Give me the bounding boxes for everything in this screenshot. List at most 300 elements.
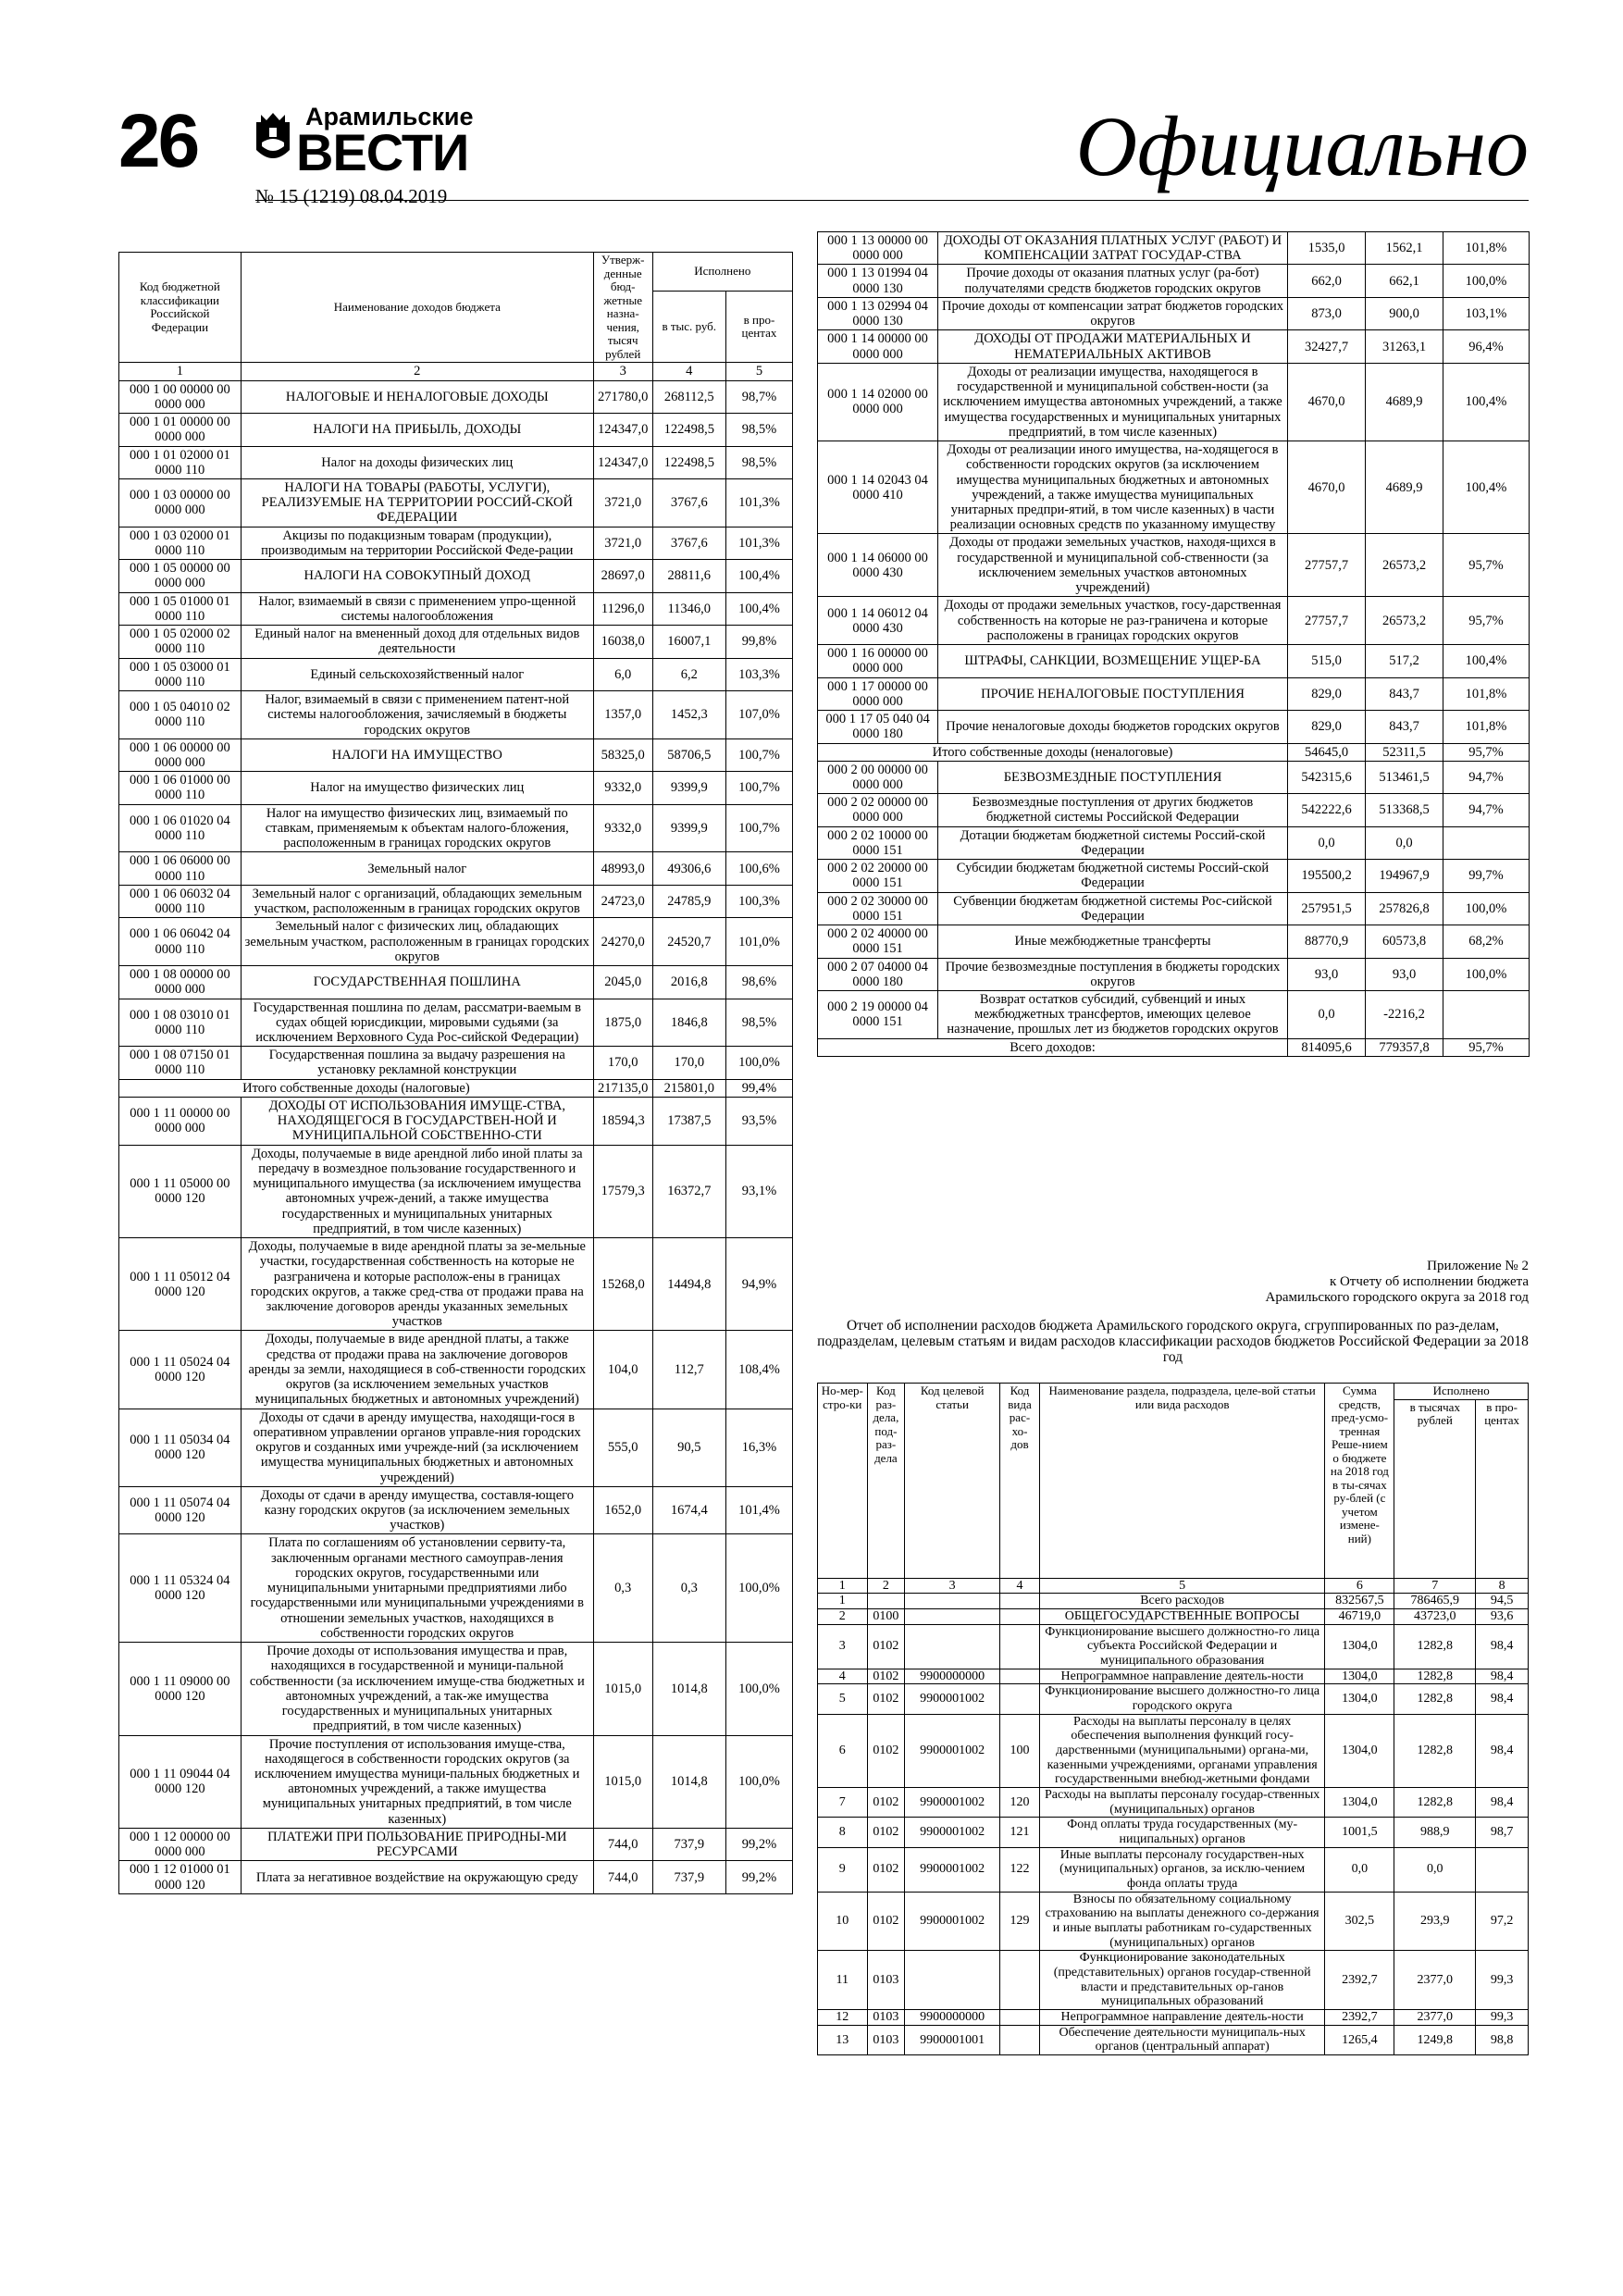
col-number: 5 xyxy=(725,363,792,380)
row-code: 000 1 13 01994 04 0000 130 xyxy=(818,265,938,297)
row-percent: 100,7% xyxy=(725,738,792,771)
row-name: НАЛОГИ НА ТОВАРЫ (РАБОТЫ, УСЛУГИ), РЕАЛИЗУЕМЫЕ НА ТЕРРИТОРИИ РОССИЙ-СКОЙ ФЕДЕРАЦИИ xyxy=(241,479,593,527)
row-name: Земельный налог с физических лиц, обладающих земельным участком, расположенным в границах городских округов xyxy=(241,918,593,966)
col-header-thousand: в тысячах рублей xyxy=(1394,1399,1476,1578)
row-approved: 1015,0 xyxy=(593,1735,652,1828)
row-code: 000 1 08 07150 01 0000 110 xyxy=(119,1047,242,1079)
row-planned-sum: 2392,7 xyxy=(1325,1951,1394,2010)
row-percent: 100,3% xyxy=(725,885,792,917)
row-approved: 515,0 xyxy=(1288,645,1366,677)
table-row xyxy=(818,1608,1529,1624)
row-name: Непрограммное направление деятель-ности xyxy=(1039,2010,1324,2026)
annex-note xyxy=(1036,1259,1529,1306)
row-code: 000 2 02 40000 00 0000 151 xyxy=(818,925,938,958)
row-target-code: 9900000000 xyxy=(905,1669,1000,1684)
row-percent: 107,0% xyxy=(725,691,792,739)
table-row xyxy=(119,738,793,771)
row-executed: 988,9 xyxy=(1394,1818,1476,1847)
row-percent: 99,8% xyxy=(725,626,792,658)
row-percent: 93,6 xyxy=(1476,1608,1529,1624)
row-approved: 0,3 xyxy=(593,1534,652,1643)
row-executed: 268112,5 xyxy=(652,380,725,413)
row-percent: 99,2% xyxy=(725,1861,792,1893)
row-executed: 16372,7 xyxy=(652,1145,725,1237)
row-section-code: 0102 xyxy=(867,1714,905,1787)
row-executed: 900,0 xyxy=(1366,297,1443,329)
row-number: 7 xyxy=(818,1787,868,1817)
row-executed: 93,0 xyxy=(1366,958,1443,990)
row-name: Доходы от продажи земельных участков, госу-дарственная собственность на которые не раз-граничена и которые расположены в границах городских округов xyxy=(938,597,1288,645)
table-row xyxy=(818,1684,1529,1714)
row-percent: 98,4 xyxy=(1476,1684,1529,1714)
row-executed: 122498,5 xyxy=(652,446,725,478)
row-percent: 16,3% xyxy=(725,1409,792,1486)
row-code: 000 1 14 06000 00 0000 430 xyxy=(818,534,938,597)
col-number: 1 xyxy=(818,1578,868,1594)
table-row xyxy=(818,677,1530,710)
row-name: Налог на имущество физических лиц xyxy=(241,772,593,804)
row-executed: 2016,8 xyxy=(652,966,725,999)
row-percent: 100,0% xyxy=(725,1643,792,1735)
row-percent: 98,7 xyxy=(1476,1818,1529,1847)
row-code: 000 1 14 00000 00 0000 000 xyxy=(818,330,938,363)
row-number: 10 xyxy=(818,1892,868,1951)
row-percent: 101,4% xyxy=(725,1486,792,1534)
row-name: Расходы на выплаты персоналу в целях обеспечения выполнения функций госу-дарственными (муниципальными) органа-ми, казенными учреждениями, органами управления государственными внебюд-жетными фондами xyxy=(1039,1714,1324,1787)
page-number: 26 xyxy=(118,99,198,183)
table-row xyxy=(818,794,1530,826)
total-row xyxy=(119,1079,793,1097)
row-percent: 98,7% xyxy=(725,380,792,413)
col-header-name: Наименование доходов бюджета xyxy=(241,253,593,363)
row-executed: 52311,5 xyxy=(1366,743,1443,761)
row-percent xyxy=(1476,1847,1529,1892)
row-executed: 1282,8 xyxy=(1394,1714,1476,1787)
row-approved: 48993,0 xyxy=(593,852,652,885)
row-name: Доходы от реализации иного имущества, на-ходящегося в собственности городских округов (за исключением имущества муниципальных бюджетных и автономных учреждений, а также имущества муниципальных унитарных предпри-ятий, в том числе казенных) в части реализации основных средств по указанному имуществу xyxy=(938,441,1288,534)
table-row xyxy=(818,1594,1529,1609)
row-approved: 58325,0 xyxy=(593,738,652,771)
row-planned-sum: 0,0 xyxy=(1325,1847,1394,1892)
row-approved: 16038,0 xyxy=(593,626,652,658)
row-name: ПЛАТЕЖИ ПРИ ПОЛЬЗОВАНИЕ ПРИРОДНЫ-МИ РЕСУРСАМИ xyxy=(241,1828,593,1860)
row-percent: 100,0% xyxy=(725,1047,792,1079)
row-code: 000 1 03 02000 01 0000 110 xyxy=(119,527,242,559)
row-code: 000 1 05 03000 01 0000 110 xyxy=(119,658,242,690)
row-percent: 93,1% xyxy=(725,1145,792,1237)
row-code: 000 1 16 00000 00 0000 000 xyxy=(818,645,938,677)
table-row xyxy=(818,761,1530,793)
row-code: 000 1 06 01000 00 0000 110 xyxy=(119,772,242,804)
row-code: 000 1 08 03010 01 0000 110 xyxy=(119,999,242,1047)
row-name: Налог на имущество физических лиц, взимаемый по ставкам, применяемым к объектам налого-бложения, расположенным в границах городских округов xyxy=(241,804,593,852)
row-percent: 98,4 xyxy=(1476,1787,1529,1817)
row-planned-sum: 1304,0 xyxy=(1325,1624,1394,1669)
row-code: 000 1 06 01020 04 0000 110 xyxy=(119,804,242,852)
row-executed: 737,9 xyxy=(652,1861,725,1893)
row-percent: 68,2% xyxy=(1443,925,1530,958)
row-percent: 96,4% xyxy=(1443,330,1530,363)
row-name: Доходы от сдачи в аренду имущества, находящи-гося в оперативном управлении органов управле-ния городских округов и созданных ими учрежде-ний (за исключением имущества муниципальных бюджетных и автономных учреждений) xyxy=(241,1409,593,1486)
row-name: Прочие неналоговые доходы бюджетов городских округов xyxy=(938,711,1288,743)
row-name: Всего расходов xyxy=(1039,1594,1324,1609)
row-percent: 100,7% xyxy=(725,772,792,804)
row-type-code xyxy=(1000,1594,1040,1609)
row-executed: 17387,5 xyxy=(652,1097,725,1145)
row-name: Акцизы по подакцизным товарам (продукции), производимым на территории Российской Феде-рации xyxy=(241,527,593,559)
row-percent: 101,3% xyxy=(725,527,792,559)
row-code: 000 2 02 00000 00 0000 000 xyxy=(818,794,938,826)
row-executed: 0,0 xyxy=(1366,826,1443,859)
row-executed: 4689,9 xyxy=(1366,363,1443,441)
row-executed: 1282,8 xyxy=(1394,1669,1476,1684)
table-row xyxy=(818,1714,1529,1787)
row-code: 000 1 11 05074 04 0000 120 xyxy=(119,1486,242,1534)
row-name: Фонд оплаты труда государственных (му-ниципальных) органов xyxy=(1039,1818,1324,1847)
row-percent: 100,4% xyxy=(725,592,792,625)
row-name: Функционирование законодательных (представительных) органов государ-ственной власти и представительных ор-ганов муниципальных образований xyxy=(1039,1951,1324,2010)
row-name: Доходы от сдачи в аренду имущества, составля-ющего казну городских округов (за исключением земельных участков) xyxy=(241,1486,593,1534)
row-approved: 814095,6 xyxy=(1288,1038,1366,1056)
row-percent: 100,4% xyxy=(1443,363,1530,441)
row-type-code xyxy=(1000,1951,1040,2010)
row-executed: 257826,8 xyxy=(1366,892,1443,925)
row-approved: 9332,0 xyxy=(593,772,652,804)
row-name: ПРОЧИЕ НЕНАЛОГОВЫЕ ПОСТУПЛЕНИЯ xyxy=(938,677,1288,710)
row-number: 11 xyxy=(818,1951,868,2010)
col-header-approved: Утверж-денные бюд-жетные назна-чения, тысяч рублей xyxy=(593,253,652,363)
row-name: Налог на доходы физических лиц xyxy=(241,446,593,478)
col-header-executed: Исполнено xyxy=(1394,1384,1529,1400)
row-code: 000 1 11 09044 04 0000 120 xyxy=(119,1735,242,1828)
row-target-code: 9900001002 xyxy=(905,1818,1000,1847)
row-type-code: 100 xyxy=(1000,1714,1040,1787)
annex-line-3: Арамильского городского округа за 2018 год xyxy=(1265,1290,1529,1305)
row-executed: 14494,8 xyxy=(652,1238,725,1331)
col-number: 4 xyxy=(1000,1578,1040,1594)
coat-of-arms-icon xyxy=(254,109,292,168)
row-approved: 4670,0 xyxy=(1288,363,1366,441)
row-name: Субсидии бюджетам бюджетной системы Россий-ской Федерации xyxy=(938,860,1288,892)
row-code: 000 1 06 06032 04 0000 110 xyxy=(119,885,242,917)
table-row xyxy=(818,1624,1529,1669)
table-row xyxy=(119,414,793,446)
table-row xyxy=(818,330,1530,363)
table-header-row xyxy=(818,1384,1529,1400)
row-name: Доходы, получаемые в виде арендной платы, а также средства от продажи права на заключение договоров аренды за земли, находящиеся в соб-ственности городских округов (за исключением земельных участков муниципальных бюджетных и автономных учреждений) xyxy=(241,1331,593,1409)
row-executed: 24785,9 xyxy=(652,885,725,917)
row-name: Взносы по обязательному социальному страхованию на выплаты денежного со-держания и иные выплаты работникам го-сударственных (муниципальных) органов xyxy=(1039,1892,1324,1951)
row-approved: 6,0 xyxy=(593,658,652,690)
row-name: НАЛОГОВЫЕ И НЕНАЛОГОВЫЕ ДОХОДЫ xyxy=(241,380,593,413)
row-approved: 24723,0 xyxy=(593,885,652,917)
row-code: 000 1 11 09000 00 0000 120 xyxy=(119,1643,242,1735)
annex-line-1: Приложение № 2 xyxy=(1427,1259,1529,1273)
row-code: 000 1 14 06012 04 0000 430 xyxy=(818,597,938,645)
row-section-code: 0102 xyxy=(867,1818,905,1847)
row-name: Непрограммное направление деятель-ности xyxy=(1039,1669,1324,1684)
row-approved: 1357,0 xyxy=(593,691,652,739)
row-percent: 101,8% xyxy=(1443,677,1530,710)
income-table-right-body xyxy=(818,232,1530,1057)
row-executed: 215801,0 xyxy=(652,1079,725,1097)
row-approved: 124347,0 xyxy=(593,414,652,446)
row-approved: 32427,7 xyxy=(1288,330,1366,363)
row-section-code: 0103 xyxy=(867,2010,905,2026)
row-approved: 88770,9 xyxy=(1288,925,1366,958)
table-row xyxy=(119,592,793,625)
row-percent: 98,4 xyxy=(1476,1624,1529,1669)
row-number: 1 xyxy=(818,1594,868,1609)
table-row xyxy=(119,1097,793,1145)
income-table-right xyxy=(817,231,1530,1057)
row-approved: 17579,3 xyxy=(593,1145,652,1237)
row-target-code: 9900000000 xyxy=(905,2010,1000,2026)
row-name: Дотации бюджетам бюджетной системы Россий-ской Федерации xyxy=(938,826,1288,859)
row-target-code: 9900001001 xyxy=(905,2025,1000,2054)
row-code: 000 1 11 05000 00 0000 120 xyxy=(119,1145,242,1237)
row-code: 000 1 11 05034 04 0000 120 xyxy=(119,1409,242,1486)
row-total-label: Итого собственные доходы (налоговые) xyxy=(119,1079,594,1097)
row-name: Безвозмездные поступления от других бюджетов бюджетной системы Российской Федерации xyxy=(938,794,1288,826)
row-name: Прочие безвозмездные поступления в бюджеты городских округов xyxy=(938,958,1288,990)
row-number: 2 xyxy=(818,1608,868,1624)
row-number: 9 xyxy=(818,1847,868,1892)
row-code: 000 2 00 00000 00 0000 000 xyxy=(818,761,938,793)
table-row xyxy=(818,826,1530,859)
row-name: НАЛОГИ НА СОВОКУПНЫЙ ДОХОД xyxy=(241,560,593,592)
total-row xyxy=(818,1038,1530,1056)
row-executed: 26573,2 xyxy=(1366,597,1443,645)
row-section-code: 0102 xyxy=(867,1787,905,1817)
row-name: ДОХОДЫ ОТ ОКАЗАНИЯ ПЛАТНЫХ УСЛУГ (РАБОТ) И КОМПЕНСАЦИИ ЗАТРАТ ГОСУДАР-СТВА xyxy=(938,232,1288,265)
row-name: Функционирование высшего должностно-го лица городского округа xyxy=(1039,1684,1324,1714)
row-approved: 271780,0 xyxy=(593,380,652,413)
row-executed: 1249,8 xyxy=(1394,2025,1476,2054)
col-header-executed: Исполнено xyxy=(652,253,792,292)
row-code: 000 1 05 04010 02 0000 110 xyxy=(119,691,242,739)
row-type-code xyxy=(1000,2010,1040,2026)
row-name: Единый налог на вмененный доход для отдельных видов деятельности xyxy=(241,626,593,658)
table-row xyxy=(818,597,1530,645)
row-percent: 103,1% xyxy=(1443,297,1530,329)
row-code: 000 2 07 04000 04 0000 180 xyxy=(818,958,938,990)
row-target-code xyxy=(905,1608,1000,1624)
row-section-code: 0103 xyxy=(867,1951,905,2010)
table-row xyxy=(818,958,1530,990)
row-type-code xyxy=(1000,1669,1040,1684)
row-code: 000 1 13 02994 04 0000 130 xyxy=(818,297,938,329)
row-name: БЕЗВОЗМЕЗДНЫЕ ПОСТУПЛЕНИЯ xyxy=(938,761,1288,793)
row-percent: 100,4% xyxy=(1443,645,1530,677)
newspaper-logo[interactable] xyxy=(254,103,605,181)
table-row xyxy=(818,363,1530,441)
row-percent: 95,7% xyxy=(1443,597,1530,645)
row-section-code xyxy=(867,1594,905,1609)
table-row xyxy=(818,265,1530,297)
row-code: 000 1 00 00000 00 0000 000 xyxy=(119,380,242,413)
col-header-row-number: Но-мер-стро-ки xyxy=(818,1384,868,1579)
row-executed: 517,2 xyxy=(1366,645,1443,677)
header-divider xyxy=(255,200,1529,201)
row-code: 000 1 17 05 040 04 0000 180 xyxy=(818,711,938,743)
row-executed: 843,7 xyxy=(1366,677,1443,710)
row-percent: 100,0% xyxy=(725,1735,792,1828)
row-name: ОБЩЕГОСУДАРСТВЕННЫЕ ВОПРОСЫ xyxy=(1039,1608,1324,1624)
row-name: Плата по соглашениям об установлении сервиту-та, заключенным органами местного самоуправ-ления городских округов, государственными или муниципальными унитарными предприятиями либо государственными или муниципальными учреждениями в отношении земельных участков, находящихся в собственности городских округов xyxy=(241,1534,593,1643)
logo-subtitle: Арамильские xyxy=(305,103,474,130)
row-code: 000 1 12 01000 01 0000 120 xyxy=(119,1861,242,1893)
row-approved: 257951,5 xyxy=(1288,892,1366,925)
row-executed: 1282,8 xyxy=(1394,1684,1476,1714)
row-name: Обеспечение деятельности муниципаль-ных органов (центральный аппарат) xyxy=(1039,2025,1324,2054)
row-executed: 43723,0 xyxy=(1394,1608,1476,1624)
row-approved: 829,0 xyxy=(1288,677,1366,710)
row-name: Иные выплаты персоналу государствен-ных (муниципальных) органов, за исклю-чением фонда оплаты труда xyxy=(1039,1847,1324,1892)
row-approved: 542222,6 xyxy=(1288,794,1366,826)
table-row xyxy=(818,1787,1529,1817)
row-approved: 28697,0 xyxy=(593,560,652,592)
row-code: 000 1 11 00000 00 0000 000 xyxy=(119,1097,242,1145)
row-name: Иные межбюджетные трансферты xyxy=(938,925,1288,958)
row-name: Расходы на выплаты персоналу государ-ственных (муниципальных) органов xyxy=(1039,1787,1324,1817)
row-executed: 6,2 xyxy=(652,658,725,690)
row-approved: 1535,0 xyxy=(1288,232,1366,265)
row-approved: 662,0 xyxy=(1288,265,1366,297)
col-header-code: Код бюджетной классификации Российской Федерации xyxy=(119,253,242,363)
row-executed: 2377,0 xyxy=(1394,1951,1476,2010)
page-header xyxy=(118,100,1529,209)
row-percent: 100,4% xyxy=(725,560,792,592)
row-type-code: 121 xyxy=(1000,1818,1040,1847)
row-name: ДОХОДЫ ОТ ПРОДАЖИ МАТЕРИАЛЬНЫХ И НЕМАТЕРИАЛЬНЫХ АКТИВОВ xyxy=(938,330,1288,363)
row-executed: 513368,5 xyxy=(1366,794,1443,826)
row-name: НАЛОГИ НА ИМУЩЕСТВО xyxy=(241,738,593,771)
row-code: 000 1 06 00000 00 0000 000 xyxy=(119,738,242,771)
row-approved: 4670,0 xyxy=(1288,441,1366,534)
row-name: Налог, взимаемый в связи с применением упро-щенной системы налогообложения xyxy=(241,592,593,625)
row-section-code: 0103 xyxy=(867,2025,905,2054)
table-row xyxy=(119,479,793,527)
row-executed: 2377,0 xyxy=(1394,2010,1476,2026)
row-executed: 24520,7 xyxy=(652,918,725,966)
table-row xyxy=(119,1331,793,1409)
row-executed: 170,0 xyxy=(652,1047,725,1079)
row-approved: 24270,0 xyxy=(593,918,652,966)
row-name: Прочие поступления от использования имуще-ства, находящегося в собственности городских округов (за исключением имущества муници-пальных бюджетных и автономных учреждений, а также имущества муниципальных унитарных предприятий, в том числе казенных) xyxy=(241,1735,593,1828)
row-total-label: Всего доходов: xyxy=(818,1038,1288,1056)
row-executed: 58706,5 xyxy=(652,738,725,771)
row-executed: 112,7 xyxy=(652,1331,725,1409)
row-percent: 94,7% xyxy=(1443,794,1530,826)
row-planned-sum: 1265,4 xyxy=(1325,2025,1394,2054)
col-number: 2 xyxy=(241,363,593,380)
row-code: 000 1 06 06000 00 0000 110 xyxy=(119,852,242,885)
row-percent: 100,6% xyxy=(725,852,792,885)
table-row xyxy=(119,966,793,999)
row-executed: 122498,5 xyxy=(652,414,725,446)
row-target-code: 9900001002 xyxy=(905,1787,1000,1817)
row-approved: 2045,0 xyxy=(593,966,652,999)
row-approved: 27757,7 xyxy=(1288,534,1366,597)
col-header-planned-sum: Сумма средств, пред-усмо-тренная Реше-нием о бюджете на 2018 год в ты-сячах ру-блей (с учетом измене-ний) xyxy=(1325,1384,1394,1579)
row-executed: 9399,9 xyxy=(652,772,725,804)
row-section-code: 0102 xyxy=(867,1892,905,1951)
row-target-code: 9900001002 xyxy=(905,1714,1000,1787)
table-row xyxy=(119,380,793,413)
row-type-code xyxy=(1000,1624,1040,1669)
table-row xyxy=(818,441,1530,534)
table-row xyxy=(119,772,793,804)
row-approved: 217135,0 xyxy=(593,1079,652,1097)
row-percent: 101,8% xyxy=(1443,711,1530,743)
row-percent: 98,5% xyxy=(725,446,792,478)
row-approved: 124347,0 xyxy=(593,446,652,478)
expenses-table-body xyxy=(818,1594,1529,2055)
row-executed: 1014,8 xyxy=(652,1735,725,1828)
col-header-type-code: Код вида рас-хо-дов xyxy=(1000,1384,1040,1579)
row-percent xyxy=(1443,826,1530,859)
col-number: 1 xyxy=(119,363,242,380)
col-header-target-code: Код целевой статьи xyxy=(905,1384,1000,1579)
col-header-expense-name: Наименование раздела, подраздела, целе-вой статьи или вида расходов xyxy=(1039,1384,1324,1579)
row-planned-sum: 1001,5 xyxy=(1325,1818,1394,1847)
table-row xyxy=(119,1735,793,1828)
table-row xyxy=(818,2025,1529,2054)
row-number: 6 xyxy=(818,1714,868,1787)
row-percent: 95,7% xyxy=(1443,743,1530,761)
table-row xyxy=(119,1409,793,1486)
row-name: Государственная пошлина по делам, рассматри-ваемым в судах общей юрисдикции, мировыми судьями (за исключением Верховного Суда Рос-сийской Федерации) xyxy=(241,999,593,1047)
row-name: Функционирование высшего должностно-го лица субъекта Российской Федерации и муниципального образования xyxy=(1039,1624,1324,1669)
row-type-code xyxy=(1000,2025,1040,2054)
row-approved: 0,0 xyxy=(1288,826,1366,859)
col-number: 6 xyxy=(1325,1578,1394,1594)
table-row xyxy=(119,626,793,658)
row-code: 000 1 05 01000 01 0000 110 xyxy=(119,592,242,625)
row-percent: 100,0% xyxy=(1443,265,1530,297)
row-name: Прочие доходы от компенсации затрат бюджетов городских округов xyxy=(938,297,1288,329)
row-executed: 1282,8 xyxy=(1394,1787,1476,1817)
table-row xyxy=(818,1892,1529,1951)
row-target-code: 9900001002 xyxy=(905,1892,1000,1951)
table-row xyxy=(119,885,793,917)
table-row xyxy=(818,925,1530,958)
table-row xyxy=(818,860,1530,892)
row-name: Субвенции бюджетам бюджетной системы Рос-сийской Федерации xyxy=(938,892,1288,925)
row-code: 000 1 06 06042 04 0000 110 xyxy=(119,918,242,966)
table-row xyxy=(119,560,793,592)
table-row xyxy=(818,645,1530,677)
row-target-code: 9900001002 xyxy=(905,1684,1000,1714)
row-name: Прочие доходы от оказания платных услуг (ра-бот) получателями средств бюджетов городских округов xyxy=(938,265,1288,297)
table-header-row xyxy=(119,253,793,292)
row-name: Доходы от реализации имущества, находящегося в государственной и муниципальной собствен-ности (за исключением имущества автономных учреждений, а также имущества государственных и муниципальных унитарных предприятий, в том числе казенных) xyxy=(938,363,1288,441)
row-planned-sum: 1304,0 xyxy=(1325,1714,1394,1787)
table-row xyxy=(119,1534,793,1643)
row-code: 000 1 13 00000 00 0000 000 xyxy=(818,232,938,265)
row-name: Прочие доходы от использования имущества и прав, находящихся в государственной и муници-пальной собственности (за исключением имуще-ства бюджетных и автономных учреждений, а так-же имущества государственных и муниципальных унитарных предприятий, в том числе казенных) xyxy=(241,1643,593,1735)
row-percent: 101,0% xyxy=(725,918,792,966)
row-executed: 1452,3 xyxy=(652,691,725,739)
row-percent: 100,0% xyxy=(1443,892,1530,925)
income-table-left xyxy=(118,252,793,1894)
row-executed: 0,0 xyxy=(1394,1847,1476,1892)
table-row xyxy=(119,1145,793,1237)
row-executed: 31263,1 xyxy=(1366,330,1443,363)
row-executed: 1674,4 xyxy=(652,1486,725,1534)
row-executed: 1562,1 xyxy=(1366,232,1443,265)
